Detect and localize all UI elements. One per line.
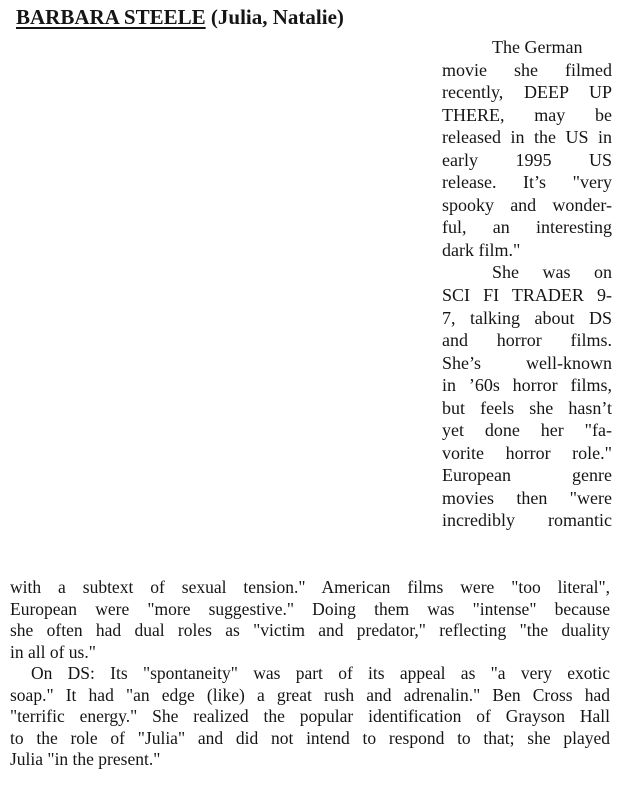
text-line: Julia "in the present." — [10, 749, 161, 769]
actor-roles: (Julia, Natalie) — [210, 5, 344, 29]
text-line: 7, talking about DS — [442, 307, 612, 328]
text-line: She was on — [492, 262, 612, 283]
narrow-column — [442, 36, 612, 532]
photo-area — [0, 36, 435, 566]
text-line: spooky and wonder- — [442, 194, 612, 215]
full-width-text — [10, 577, 610, 771]
text-line: in all of us." — [10, 641, 96, 662]
text-line: movie she filmed — [442, 59, 612, 80]
text-line: release. It’s "very — [442, 172, 612, 193]
text-line: European were "more suggestive." Doing them was "intense" because — [10, 598, 610, 619]
text-line: "terrific energy." She realized the popular identification of Grayson Hall — [10, 706, 610, 726]
text-line: vorite horror role." — [442, 442, 612, 463]
text-line: ful, an interesting — [442, 217, 612, 238]
text-line: to the role of "Julia" and did not intend to respond to that; she played — [10, 727, 610, 748]
text-line: but feels she hasn’t — [442, 397, 612, 418]
text-line: European genre — [442, 465, 612, 486]
text-line: yet done her "fa- — [442, 420, 612, 441]
actor-name: BARBARA STEELE — [16, 5, 206, 29]
text-line: incredibly romantic — [442, 510, 612, 531]
text-line: and horror films. — [442, 330, 612, 351]
text-line: in ’60s horror films, — [442, 375, 612, 396]
text-line: with a subtext of sexual tension." American films were "too literal", — [10, 577, 610, 597]
text-line: recently, DEEP UP — [442, 82, 612, 103]
text-line: THERE, may be — [442, 104, 612, 125]
text-line: dark film." — [442, 239, 521, 260]
text-line: SCI FI TRADER 9- — [442, 285, 612, 306]
article-heading — [16, 2, 344, 32]
text-line: she often had dual roles as "victim and predator," reflecting "the duality — [10, 620, 610, 640]
text-line: soap." It had "an edge (like) a great rush and adrenalin." Ben Cross had — [10, 684, 610, 705]
text-line: On DS: Its "spontaneity" was part of its appeal as "a very exotic — [31, 663, 610, 683]
text-line: early 1995 US — [442, 149, 612, 170]
text-line: The German — [492, 37, 583, 57]
text-line: released in the US in — [442, 127, 612, 148]
text-line: She’s well-known — [442, 352, 612, 373]
text-line: movies then "were — [442, 487, 612, 508]
